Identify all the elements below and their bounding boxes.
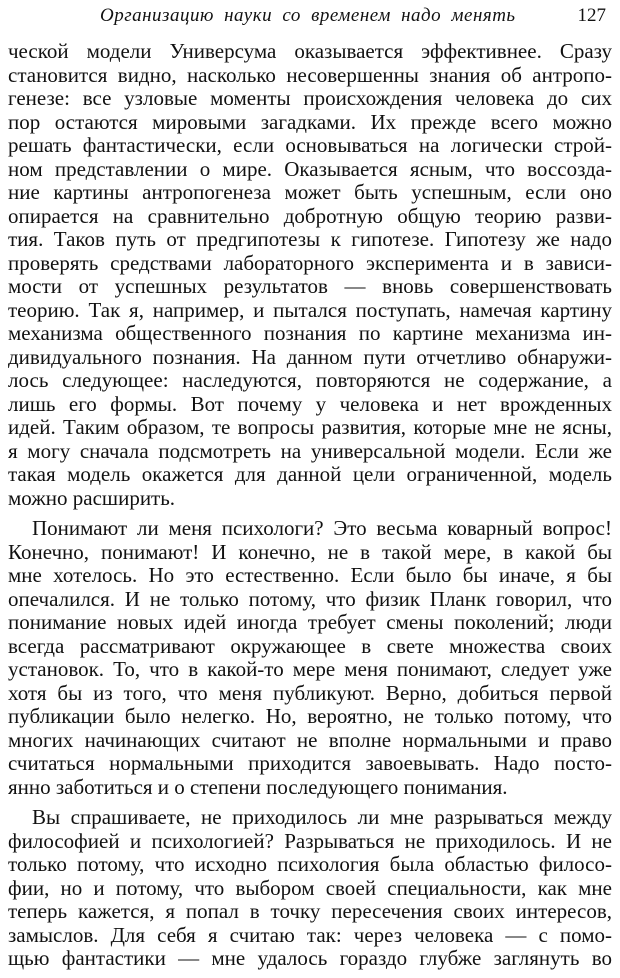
text-line: мости от успешных результатов — вновь совершенствовать: [8, 275, 612, 298]
text-line: замыслов. Для себя я считаю так: через человека — с помо-: [8, 923, 612, 947]
text-line: публикации было нелегко. Но, вероятно, не только потому, что: [8, 705, 612, 728]
text-line: всегда рассматривают окружающее в свете множества своих: [8, 634, 612, 658]
text-line: хотя бы из того, что меня публикуют. Верно, добиться первой: [8, 681, 612, 705]
text-line: опирается на сравнительно добротную общую теорию разви-: [8, 204, 612, 228]
text-line: теорию. Так я, например, и пытался поступать, намечая картину: [8, 298, 612, 322]
paragraph-2: [8, 517, 612, 799]
paragraph-1: [8, 40, 612, 510]
text-line: я могу сначала подсмотреть на универсальной модели. Если же: [8, 439, 612, 463]
text-line: считаться нормальными приходится завоевывать. Надо посто-: [8, 752, 612, 775]
text-line: пор остаются мировыми загадками. Их прежде всего можно: [8, 110, 612, 134]
text-line: щью фантастики — мне удалось гораздо глубже заглянуть во: [8, 947, 612, 970]
text-line: многих начинающих считают не вполне нормальными и право: [8, 728, 612, 752]
text-line: мне хотелось. Но это естественно. Если было бы иначе, я бы: [8, 564, 612, 587]
text-line: механизма общественного познания по картине механизма ин-: [8, 322, 612, 345]
text-line: только потому, что исходно психология была областью филосо-: [8, 853, 612, 876]
text-line: фии, но и потому, что выбором своей специальности, как мне: [8, 876, 612, 900]
text-line: такая модель окажется для данной цели ограниченной, модель: [8, 463, 612, 486]
text-line: можно расширить.: [8, 486, 176, 510]
text-line: теперь кажется, я попал в точку пересечения своих интересов,: [8, 900, 612, 923]
text-line: янно заботиться и о степени последующего понимания.: [8, 775, 508, 799]
text-line: генезе: все узловые моменты происхождения человека до сих: [8, 87, 612, 110]
text-line: лишь его формы. Вот почему у человека и нет врожденных: [8, 392, 612, 416]
text-line: ние картины антропогенеза может быть успешным, если оно: [8, 181, 612, 204]
text-line: ческой модели Универсума оказывается эффективнее. Сразу: [8, 40, 612, 63]
text-line: дивидуального познания. На данном пути отчетливо обнаружи-: [8, 345, 612, 369]
text-line: лось следующее: наследуются, повторяются не содержание, а: [8, 369, 612, 392]
text-line: философией и психологией? Разрываться не приходилось. И не: [8, 829, 612, 853]
body-text: [8, 40, 612, 978]
text-line: понимание новых идей иногда требует смены поколений; люди: [8, 611, 612, 634]
text-line: установок. То, что в какой-то мере меня понимают, следует уже: [8, 658, 612, 681]
text-line: Понимают ли меня психологи? Это весьма коварный вопрос!: [32, 517, 612, 540]
page-number: 127: [577, 5, 606, 26]
running-head: [8, 4, 612, 28]
paragraph-3: [8, 806, 612, 971]
text-line: ном представлении о мире. Оказывается ясным, что воссозда-: [8, 157, 612, 181]
text-line: проверять средствами лабораторного эксперимента и в зависи-: [8, 251, 612, 275]
running-title: Организацию науки со временем надо менять: [100, 5, 516, 26]
text-line: опечалился. И не только потому, что физик Планк говорил, что: [8, 587, 612, 611]
text-line: Вы спрашиваете, не приходилось ли мне разрываться между: [32, 806, 612, 829]
text-line: тия. Таков путь от предгипотезы к гипотезе. Гипотезу же надо: [8, 228, 612, 251]
text-line: становится видно, насколько несовершенны знания об антропо-: [8, 63, 612, 87]
text-line: идей. Таким образом, те вопросы развития, которые мне не ясны,: [8, 416, 612, 439]
text-line: решать фантастически, если основываться на логически строй-: [8, 134, 612, 157]
text-line: Конечно, понимают! И конечно, не в такой мере, в какой бы: [8, 540, 612, 564]
